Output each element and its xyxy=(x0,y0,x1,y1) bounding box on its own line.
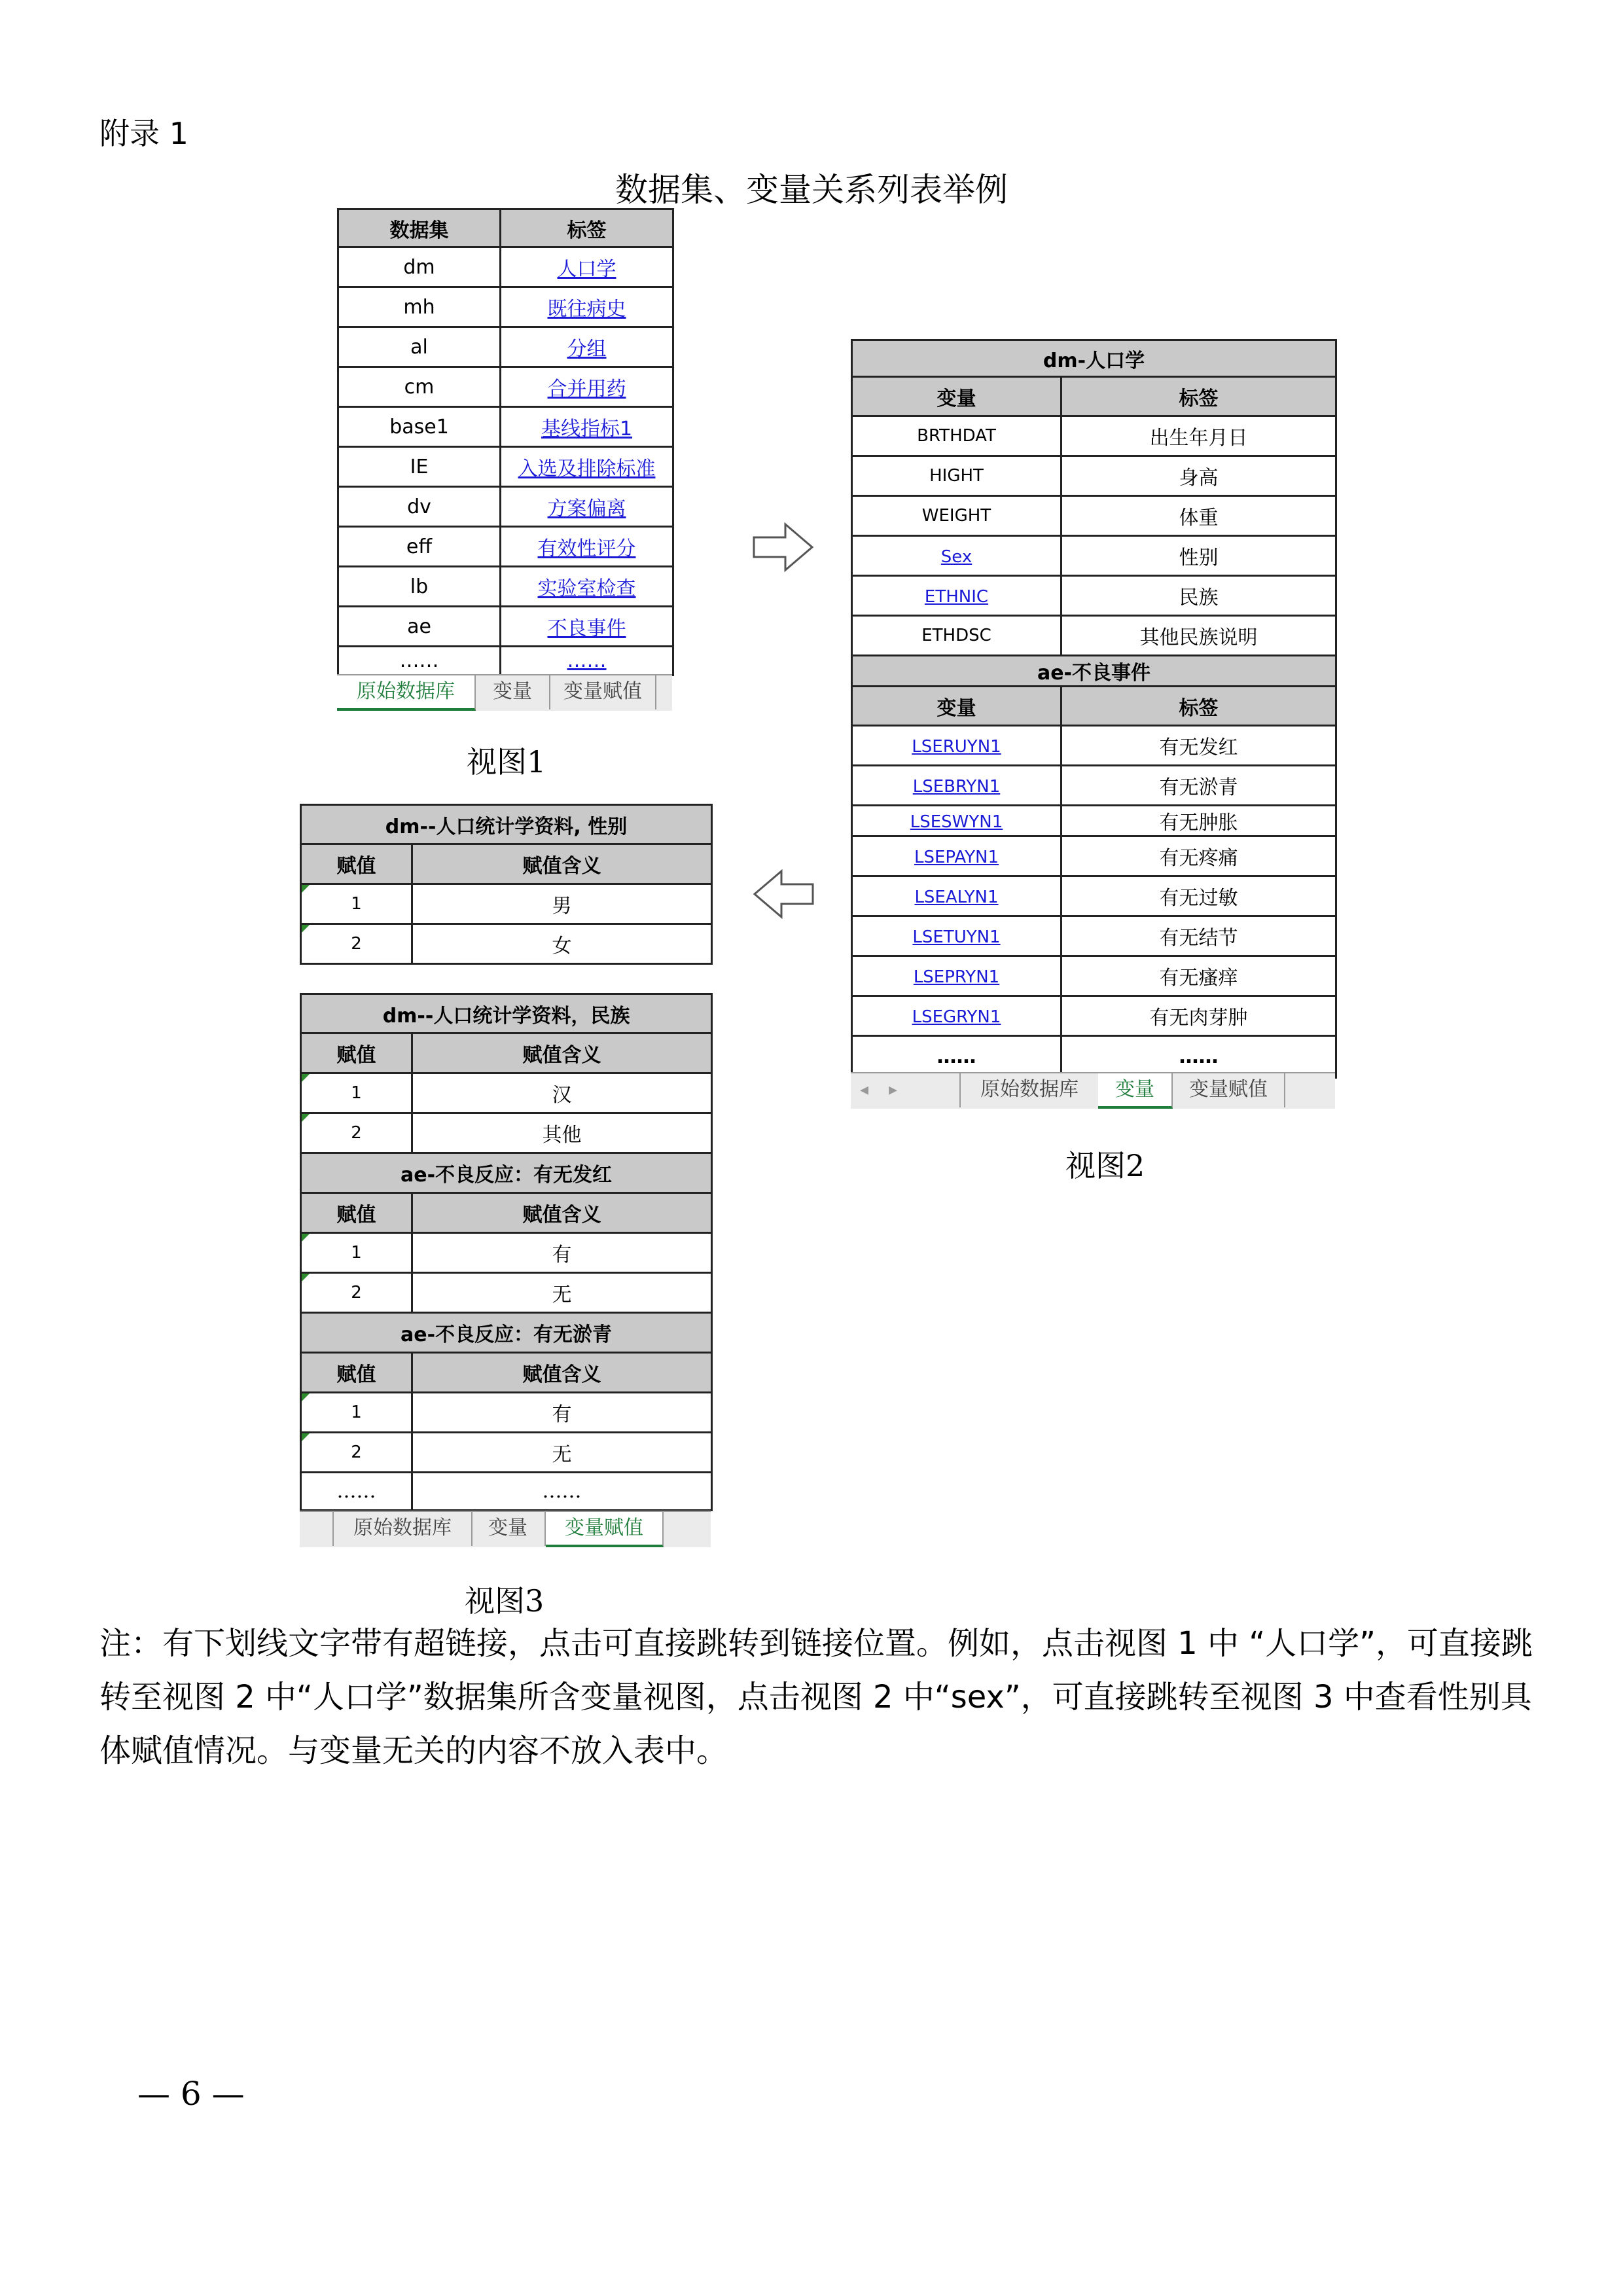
view1-header-label: 标签 xyxy=(501,209,673,247)
dataset-link[interactable]: …… xyxy=(567,649,607,672)
view2-section-title: dm-人口学 xyxy=(852,340,1336,377)
arrow-left-icon xyxy=(753,869,814,919)
variable-link[interactable]: LSESWYN1 xyxy=(910,812,1003,832)
variable-link[interactable]: LSERUYN1 xyxy=(912,736,1001,757)
variable-label: 体重 xyxy=(1061,496,1336,536)
dataset-link[interactable]: 实验室检查 xyxy=(537,577,636,600)
page-number: — 6 — xyxy=(137,2075,245,2113)
dataset-cell: dv xyxy=(338,487,501,527)
view3-caption: 视图3 xyxy=(465,1583,544,1619)
dataset-cell: lb xyxy=(338,567,501,607)
meaning-cell: 男 xyxy=(412,884,712,924)
tab-raw-database[interactable]: 原始数据库 xyxy=(959,1073,1099,1107)
value-cell: 1 xyxy=(301,884,412,924)
variable-cell: HIGHT xyxy=(852,456,1061,496)
value-cell: 2 xyxy=(301,1113,412,1153)
dataset-link[interactable]: 基线指标1 xyxy=(541,418,633,440)
variable-cell: BRTHDAT xyxy=(852,416,1061,456)
view1-table xyxy=(337,208,674,676)
variable-cell: ETHDSC xyxy=(852,616,1061,656)
page-title: 数据集、变量关系列表举例 xyxy=(615,171,1008,209)
dataset-link[interactable]: 有效性评分 xyxy=(537,537,636,560)
variable-link-sex[interactable]: Sex xyxy=(940,547,972,567)
dataset-link[interactable]: 分组 xyxy=(567,338,607,361)
value-cell: 2 xyxy=(301,1433,412,1473)
variable-label: 有无肉芽肿 xyxy=(1061,996,1336,1036)
variable-label: 有无结节 xyxy=(1061,916,1336,956)
variable-link[interactable]: LSEPAYN1 xyxy=(914,847,999,867)
variable-link[interactable]: LSETUYN1 xyxy=(912,927,1001,947)
scroll-right-icon[interactable]: ▸ xyxy=(889,1080,898,1100)
view3-header-meaning: 赋值含义 xyxy=(412,1193,712,1233)
tab-variable-values[interactable]: 变量赋值 xyxy=(1173,1073,1285,1107)
dataset-link[interactable]: 人口学 xyxy=(557,258,616,281)
tab-raw-database[interactable]: 原始数据库 xyxy=(332,1512,473,1546)
view3-header-value: 赋值 xyxy=(301,1353,412,1393)
view3-table xyxy=(300,804,713,1511)
view2-header-label: 标签 xyxy=(1061,687,1336,726)
variable-label: …… xyxy=(1061,1036,1336,1078)
variable-cell: WEIGHT xyxy=(852,496,1061,536)
view3-block-title: ae-不良反应：有无发红 xyxy=(301,1153,712,1193)
variable-link[interactable]: LSEBRYN1 xyxy=(912,776,1001,797)
dataset-link[interactable]: 既往病史 xyxy=(547,298,626,321)
view2-caption: 视图2 xyxy=(1065,1148,1145,1183)
view2-tabbar xyxy=(851,1072,1335,1109)
variable-link[interactable]: LSEGRYN1 xyxy=(912,1007,1001,1027)
variable-label: 出生年月日 xyxy=(1061,416,1336,456)
dataset-cell: al xyxy=(338,327,501,367)
meaning-cell: 女 xyxy=(412,924,712,964)
note-paragraph: 注：有下划线文字带有超链接，点击可直接跳转到链接位置。例如，点击视图 1 中 “人口学”，可直接跳转至视图 2 中“人口学”数据集所含变量视图，点击视图 2 中“sex”，可直接跳转至视图 3 中查看性别具体赋值情况。与变量无关的内容不放入表中。 xyxy=(99,1625,1533,1769)
view2-sheet xyxy=(851,339,1337,1079)
view3-header-value: 赋值 xyxy=(301,1193,412,1233)
gap-cell xyxy=(412,964,712,994)
ellipsis-cell: …… xyxy=(301,1473,412,1511)
tab-variables[interactable]: 变量 xyxy=(1098,1073,1173,1109)
meaning-cell: 汉 xyxy=(412,1073,712,1113)
dataset-cell: …… xyxy=(338,647,501,675)
dataset-link[interactable]: 合并用药 xyxy=(547,378,626,401)
variable-label: 有无疼痛 xyxy=(1061,836,1336,876)
dataset-cell: eff xyxy=(338,527,501,567)
dataset-cell: IE xyxy=(338,447,501,487)
variable-cell: …… xyxy=(852,1036,1061,1078)
view3-header-meaning: 赋值含义 xyxy=(412,1033,712,1073)
arrow-right-icon xyxy=(753,522,814,572)
variable-link[interactable]: LSEALYN1 xyxy=(914,887,999,907)
tab-variables[interactable]: 变量 xyxy=(476,675,550,709)
variable-label: 有无瘙痒 xyxy=(1061,956,1336,996)
view3-sheet xyxy=(300,804,713,1511)
value-cell: 1 xyxy=(301,1233,412,1273)
ellipsis-cell: …… xyxy=(412,1473,712,1511)
tab-raw-database[interactable]: 原始数据库 xyxy=(337,675,476,711)
value-cell: 1 xyxy=(301,1393,412,1433)
view2-header-variable: 变量 xyxy=(852,687,1061,726)
dataset-cell: dm xyxy=(338,247,501,287)
meaning-cell: 其他 xyxy=(412,1113,712,1153)
value-cell: 1 xyxy=(301,1073,412,1113)
view3-tabbar xyxy=(300,1511,711,1547)
value-cell: 2 xyxy=(301,924,412,964)
variable-label: 有无发红 xyxy=(1061,726,1336,766)
view3-block-title: ae-不良反应：有无淤青 xyxy=(301,1313,712,1353)
meaning-cell: 无 xyxy=(412,1273,712,1313)
meaning-cell: 无 xyxy=(412,1433,712,1473)
dataset-link[interactable]: 入选及排除标准 xyxy=(518,457,656,480)
variable-label: 民族 xyxy=(1061,576,1336,616)
dataset-link[interactable]: 不良事件 xyxy=(547,617,626,640)
tab-variable-values[interactable]: 变量赋值 xyxy=(550,675,656,709)
view1-caption: 视图1 xyxy=(467,744,546,780)
view3-header-value: 赋值 xyxy=(301,844,412,884)
view2-header-label: 标签 xyxy=(1061,377,1336,416)
variable-label: 身高 xyxy=(1061,456,1336,496)
tab-variable-values[interactable]: 变量赋值 xyxy=(546,1512,664,1547)
meaning-cell: 有 xyxy=(412,1233,712,1273)
scroll-left-icon[interactable]: ◂ xyxy=(860,1080,869,1100)
view1-tabbar xyxy=(337,674,672,711)
variable-label: 其他民族说明 xyxy=(1061,616,1336,656)
variable-link[interactable]: LSEPRYN1 xyxy=(913,967,1000,987)
view3-header-meaning: 赋值含义 xyxy=(412,1353,712,1393)
dataset-link[interactable]: 方案偏离 xyxy=(547,497,626,520)
dataset-cell: cm xyxy=(338,367,501,407)
view1-header-dataset: 数据集 xyxy=(338,209,501,247)
view3-block-title: dm--人口统计学资料, 性别 xyxy=(301,805,712,844)
view2-table xyxy=(851,339,1337,1079)
view3-block-title: dm--人口统计学资料，民族 xyxy=(301,994,712,1033)
dataset-cell: ae xyxy=(338,607,501,647)
variable-label: 有无淤青 xyxy=(1061,766,1336,806)
tab-variables[interactable]: 变量 xyxy=(471,1512,546,1546)
dataset-cell: mh xyxy=(338,287,501,327)
value-cell: 2 xyxy=(301,1273,412,1313)
view3-header-value: 赋值 xyxy=(301,1033,412,1073)
variable-link[interactable]: ETHNIC xyxy=(924,586,989,607)
view1-sheet xyxy=(337,208,674,676)
variable-label: 性别 xyxy=(1061,536,1336,576)
variable-label: 有无过敏 xyxy=(1061,876,1336,916)
dataset-cell: base1 xyxy=(338,407,501,447)
appendix-label: 附录 1 xyxy=(99,116,188,151)
view2-section-title: ae-不良事件 xyxy=(852,656,1336,687)
meaning-cell: 有 xyxy=(412,1393,712,1433)
view3-header-meaning: 赋值含义 xyxy=(412,844,712,884)
view2-header-variable: 变量 xyxy=(852,377,1061,416)
gap-cell xyxy=(301,964,412,994)
variable-label: 有无肿胀 xyxy=(1061,806,1336,836)
